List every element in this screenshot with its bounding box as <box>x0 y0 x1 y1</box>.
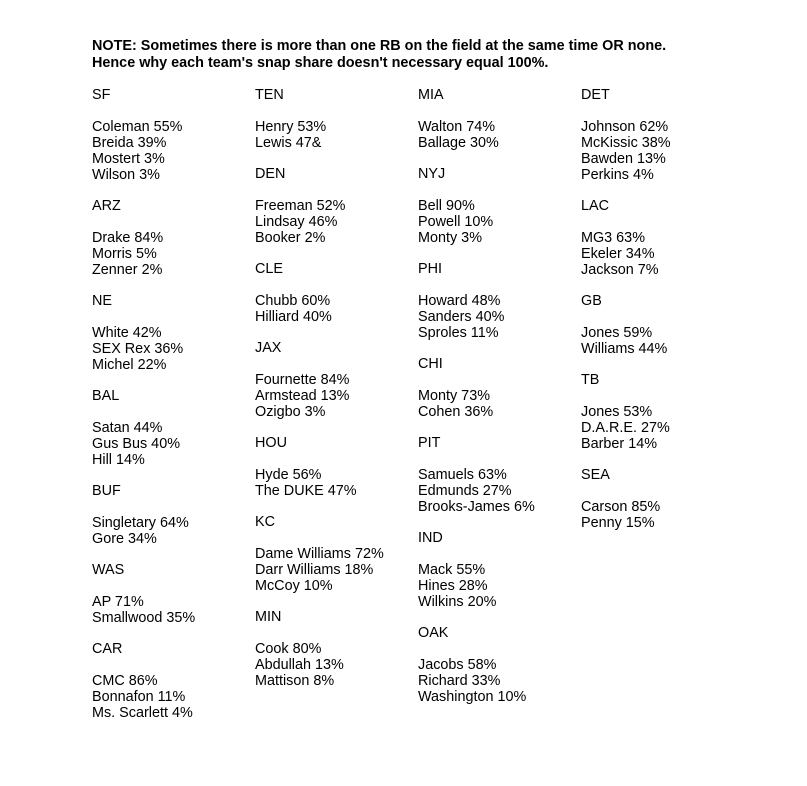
player-snap-share: SEX Rex 36% <box>92 341 184 357</box>
player-snap-share: CMC 86% <box>92 673 158 689</box>
team-block-den <box>255 166 415 246</box>
team-name: TEN <box>255 87 284 103</box>
player-snap-share: Lewis 47& <box>255 135 322 151</box>
team-block-car <box>92 641 252 721</box>
player-snap-share: Hill 14% <box>92 452 145 468</box>
player-snap-share: Washington 10% <box>418 689 527 705</box>
player-snap-share: Jones 53% <box>581 404 653 420</box>
team-name: CAR <box>92 641 123 657</box>
team-block-hou <box>255 435 415 499</box>
team-name: MIA <box>418 87 444 103</box>
player-snap-share: Gus Bus 40% <box>92 436 180 452</box>
player-snap-share: Michel 22% <box>92 357 167 373</box>
player-snap-share: Bonnafon 11% <box>92 689 186 705</box>
player-snap-share: Samuels 63% <box>418 467 507 483</box>
player-snap-share: Mattison 8% <box>255 673 335 689</box>
player-snap-share: Ozigbo 3% <box>255 404 326 420</box>
player-snap-share: Jackson 7% <box>581 262 659 278</box>
team-name: PIT <box>418 435 441 451</box>
team-name: PHI <box>418 261 442 277</box>
team-block-kc <box>255 514 415 594</box>
team-block-det <box>581 87 741 183</box>
player-snap-share: Williams 44% <box>581 341 668 357</box>
team-name: CLE <box>255 261 283 277</box>
player-snap-share: Perkins 4% <box>581 167 654 183</box>
team-name: LAC <box>581 198 609 214</box>
player-snap-share: Wilson 3% <box>92 167 160 183</box>
team-column <box>418 87 578 720</box>
player-snap-share: Sanders 40% <box>418 309 505 325</box>
note <box>92 38 792 72</box>
team-block-arz <box>92 198 252 278</box>
player-snap-share: Abdullah 13% <box>255 657 344 673</box>
team-block-jax <box>255 340 415 420</box>
player-snap-share: McKissic 38% <box>581 135 671 151</box>
player-snap-share: Edmunds 27% <box>418 483 512 499</box>
player-snap-share: Lindsay 46% <box>255 214 338 230</box>
team-column <box>581 87 741 546</box>
team-block-cle <box>255 261 415 325</box>
player-snap-share: Coleman 55% <box>92 119 183 135</box>
player-snap-share: Chubb 60% <box>255 293 331 309</box>
player-snap-share: Freeman 52% <box>255 198 346 214</box>
player-snap-share: Drake 84% <box>92 230 164 246</box>
player-snap-share: White 42% <box>92 325 162 341</box>
player-snap-share: The DUKE 47% <box>255 483 357 499</box>
player-snap-share: Satan 44% <box>92 420 163 436</box>
player-snap-share: Carson 85% <box>581 499 661 515</box>
team-block-chi <box>418 356 578 420</box>
player-snap-share: Cook 80% <box>255 641 322 657</box>
player-snap-share: Morris 5% <box>92 246 157 262</box>
team-block-oak <box>418 625 578 705</box>
player-snap-share: Hyde 56% <box>255 467 322 483</box>
team-name: SF <box>92 87 111 103</box>
player-snap-share: Mostert 3% <box>92 151 165 167</box>
team-block-min <box>255 609 415 689</box>
note-line-1: NOTE: Sometimes there is more than one RB on the field at the same time OR none. <box>92 38 667 54</box>
player-snap-share: Johnson 62% <box>581 119 669 135</box>
team-block-phi <box>418 261 578 341</box>
player-snap-share: Cohen 36% <box>418 404 494 420</box>
team-name: NE <box>92 293 112 309</box>
player-snap-share: Jones 59% <box>581 325 653 341</box>
team-name: GB <box>581 293 602 309</box>
team-block-ten <box>255 87 415 151</box>
team-block-buf <box>92 483 252 547</box>
player-snap-share: Henry 53% <box>255 119 327 135</box>
player-snap-share: Richard 33% <box>418 673 501 689</box>
player-snap-share: Smallwood 35% <box>92 610 196 626</box>
team-name: CHI <box>418 356 443 372</box>
player-snap-share: Ms. Scarlett 4% <box>92 705 193 721</box>
team-name: WAS <box>92 562 125 578</box>
team-name: DEN <box>255 166 286 182</box>
player-snap-share: Ballage 30% <box>418 135 499 151</box>
player-snap-share: Breida 39% <box>92 135 167 151</box>
player-snap-share: Howard 48% <box>418 293 501 309</box>
player-snap-share: Brooks-James 6% <box>418 499 535 515</box>
team-block-sf <box>92 87 252 183</box>
player-snap-share: Ekeler 34% <box>581 246 655 262</box>
team-name: HOU <box>255 435 287 451</box>
player-snap-share: Monty 73% <box>418 388 490 404</box>
player-snap-share: Booker 2% <box>255 230 326 246</box>
player-snap-share: Bell 90% <box>418 198 475 214</box>
player-snap-share: D.A.R.E. 27% <box>581 420 670 436</box>
team-block-ind <box>418 530 578 610</box>
team-block-was <box>92 562 252 626</box>
team-name: ARZ <box>92 198 121 214</box>
player-snap-share: AP 71% <box>92 594 144 610</box>
team-name: TB <box>581 372 600 388</box>
player-snap-share: Bawden 13% <box>581 151 666 167</box>
team-name: OAK <box>418 625 449 641</box>
player-snap-share: Singletary 64% <box>92 515 189 531</box>
team-block-sea <box>581 467 741 531</box>
team-block-pit <box>418 435 578 515</box>
team-name: BUF <box>92 483 121 499</box>
player-snap-share: Hines 28% <box>418 578 488 594</box>
player-snap-share: MG3 63% <box>581 230 645 246</box>
team-block-nyj <box>418 166 578 246</box>
player-snap-share: Zenner 2% <box>92 262 163 278</box>
team-block-gb <box>581 293 741 357</box>
player-snap-share: Fournette 84% <box>255 372 350 388</box>
team-name: KC <box>255 514 275 530</box>
team-block-ne <box>92 293 252 373</box>
team-name: BAL <box>92 388 120 404</box>
team-name: IND <box>418 530 443 546</box>
player-snap-share: Armstead 13% <box>255 388 350 404</box>
player-snap-share: Darr Williams 18% <box>255 562 374 578</box>
team-block-mia <box>418 87 578 151</box>
team-name: JAX <box>255 340 282 356</box>
team-column <box>92 87 252 736</box>
team-name: NYJ <box>418 166 446 182</box>
team-block-lac <box>581 198 741 278</box>
team-name: MIN <box>255 609 282 625</box>
player-snap-share: McCoy 10% <box>255 578 333 594</box>
player-snap-share: Monty 3% <box>418 230 482 246</box>
player-snap-share: Wilkins 20% <box>418 594 497 610</box>
team-column <box>255 87 415 704</box>
player-snap-share: Penny 15% <box>581 515 655 531</box>
player-snap-share: Mack 55% <box>418 562 486 578</box>
team-block-bal <box>92 388 252 468</box>
player-snap-share: Powell 10% <box>418 214 494 230</box>
player-snap-share: Walton 74% <box>418 119 496 135</box>
team-block-tb <box>581 372 741 452</box>
player-snap-share: Dame Williams 72% <box>255 546 384 562</box>
team-name: DET <box>581 87 610 103</box>
player-snap-share: Gore 34% <box>92 531 157 547</box>
player-snap-share: Jacobs 58% <box>418 657 497 673</box>
player-snap-share: Sproles 11% <box>418 325 499 341</box>
player-snap-share: Hilliard 40% <box>255 309 332 325</box>
team-name: SEA <box>581 467 610 483</box>
note-line-2: Hence why each team's snap share doesn't necessary equal 100%. <box>92 55 549 71</box>
player-snap-share: Barber 14% <box>581 436 657 452</box>
